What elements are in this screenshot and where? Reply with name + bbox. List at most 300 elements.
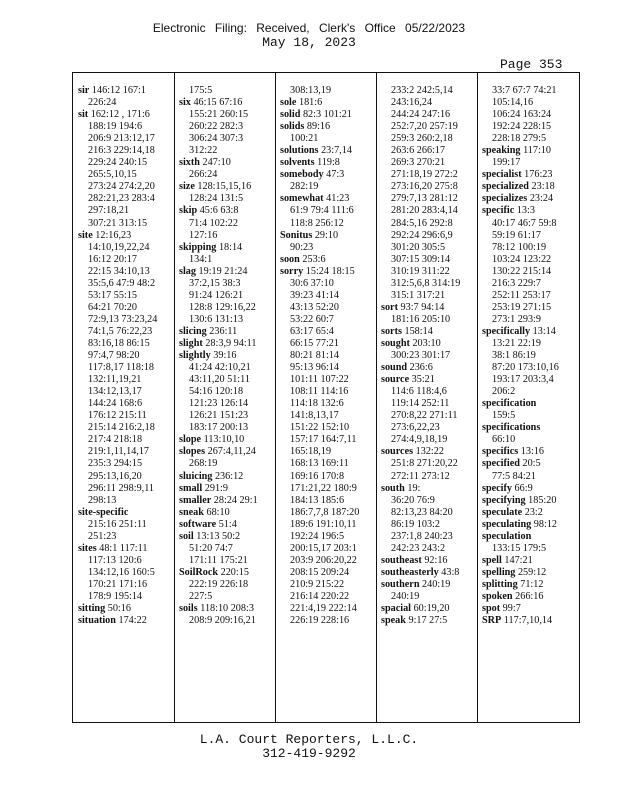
page-line-refs: 23:7,14: [321, 145, 352, 157]
index-word: slight: [179, 337, 203, 349]
index-entry: [179, 603, 275, 615]
index-word: specifics: [482, 446, 519, 458]
index-entry-continuation: [381, 278, 477, 290]
index-entry-continuation: [280, 374, 376, 386]
index-word: speaking: [482, 145, 521, 157]
index-word: SRP: [482, 615, 502, 627]
index-entry-continuation: [482, 410, 578, 422]
index-entry-continuation: [280, 278, 376, 290]
page-line-refs: 308:13,19: [290, 85, 332, 96]
page-line-refs: 189:6 191:10,11: [290, 518, 357, 530]
index-entry-continuation: [78, 471, 174, 483]
index-entry: [381, 446, 477, 458]
index-word: slope: [179, 434, 202, 446]
page-line-refs: 291:9: [204, 482, 228, 494]
page-line-refs: 236:6: [409, 362, 433, 374]
index-entry-continuation: [78, 374, 174, 386]
page-line-refs: 222:19 226:18: [189, 578, 249, 590]
index-entry-continuation: [381, 458, 477, 470]
page-line-refs: 273:1 293:9: [492, 313, 541, 325]
page-line-refs: 273:6,22,23: [391, 422, 440, 434]
page-line-refs: 101:11 107:22: [290, 374, 349, 386]
index-entry-continuation: [280, 543, 376, 555]
page-line-refs: 284:5,16 292:8: [391, 217, 453, 229]
page-line-refs: 270:8,22 271:11: [391, 410, 458, 422]
page-line-refs: 210:9 215:22: [290, 578, 345, 590]
page-line-refs: 208:15 209:24: [290, 566, 350, 578]
index-entry-continuation: [179, 314, 275, 326]
index-entry-continuation: [381, 169, 477, 181]
index-entry: [482, 446, 578, 458]
index-entry-continuation: [280, 434, 376, 446]
column-divider: [376, 73, 377, 722]
page-line-refs: 301:20 305:5: [391, 241, 446, 253]
page-line-refs: 282:21,23 283:4: [88, 193, 155, 205]
page-line-refs: 86:19 103:2: [391, 518, 440, 530]
page-line-refs: 45:6 63:8: [199, 205, 239, 217]
index-word: spot: [482, 603, 501, 615]
page-line-refs: 12:16,23: [95, 229, 132, 241]
index-entry-continuation: [381, 410, 477, 422]
page-line-refs: 9:17 27:5: [408, 615, 448, 627]
page-line-refs: 146:12 167:1: [91, 85, 146, 96]
index-entry-continuation: [78, 483, 174, 495]
index-entry-continuation: [482, 374, 578, 386]
index-word: specialist: [482, 169, 522, 181]
index-entry-continuation: [179, 109, 275, 121]
page-line-refs: 28:3,9 94:11: [205, 337, 257, 349]
page-line-refs: 39:16: [213, 350, 237, 362]
page-line-refs: 117:8,17 118:18: [88, 362, 155, 374]
page-line-refs: 119:8: [317, 157, 340, 169]
footer-company: L.A. Court Reporters, L.L.C.: [199, 732, 419, 747]
page-line-refs: 185:20: [528, 494, 557, 506]
index-entry-continuation: [78, 205, 174, 217]
page-line-refs: 268:19: [189, 458, 218, 470]
index-entry-continuation: [78, 290, 174, 302]
index-word: specifically: [482, 325, 531, 337]
page-line-refs: 243:16,24: [391, 97, 433, 109]
page-line-refs: 306:24 307:3: [189, 133, 244, 145]
index-entry-continuation: [179, 398, 275, 410]
index-entry-continuation: [381, 398, 477, 410]
page-line-refs: 157:17 164:7,11: [290, 434, 357, 446]
index-entry: [179, 350, 275, 362]
index-entry-continuation: [280, 422, 376, 434]
index-word: sources: [381, 446, 414, 458]
index-word: speak: [381, 615, 406, 627]
index-entry: [482, 422, 578, 434]
page-line-refs: 35:21: [411, 374, 435, 386]
page-line-refs: 89:16: [306, 121, 331, 133]
page-line-refs: 72:9,13 73:23,24: [88, 313, 158, 325]
index-entry-continuation: [482, 97, 578, 109]
index-column-4: [381, 85, 477, 627]
index-entry-continuation: [381, 193, 477, 205]
page-line-refs: 71:12: [520, 578, 544, 590]
index-entry-continuation: [179, 543, 275, 555]
index-entry-continuation: [179, 555, 275, 567]
index-entry-continuation: [381, 145, 477, 157]
page-line-refs: 23:2: [524, 506, 543, 518]
index-word: south: [381, 482, 405, 494]
index-word: southern: [381, 578, 420, 590]
index-entry-continuation: [78, 591, 174, 603]
index-entry-continuation: [280, 495, 376, 507]
index-entry: [78, 543, 174, 555]
page-line-refs: 216:3 229:7: [492, 277, 541, 289]
index-entry-continuation: [179, 133, 275, 145]
page-line-refs: 48:1 117:11: [99, 542, 148, 554]
column-divider: [477, 73, 478, 722]
page-line-refs: 66:15 77:21: [290, 337, 339, 349]
page-line-refs: 18:14: [218, 241, 243, 253]
index-entry-continuation: [381, 386, 477, 398]
index-entry-continuation: [179, 591, 275, 603]
page-line-refs: 40:17 46:7 59:8: [492, 217, 557, 229]
index-entry-continuation: [482, 471, 578, 483]
page-line-refs: 237:1,8 240:23: [391, 530, 453, 542]
page-line-refs: 66:10: [492, 434, 516, 446]
page-line-refs: 183:17 200:13: [189, 422, 249, 434]
page-line-refs: 168:13 169:11: [290, 458, 349, 470]
page-line-refs: 91:24 126:21: [189, 289, 244, 301]
index-entry-continuation: [179, 422, 275, 434]
page-line-refs: 13:16: [520, 446, 544, 458]
page-line-refs: 273:24 274:2,20: [88, 181, 155, 193]
column-divider: [174, 73, 175, 722]
index-entry-continuation: [78, 446, 174, 458]
page-line-refs: 19:: [407, 482, 421, 494]
page-line-refs: 43:8: [441, 566, 460, 578]
index-word: Sonitus: [280, 229, 313, 241]
page-line-refs: 13:21 22:19: [492, 337, 541, 349]
page-line-refs: 61:9 79:4 111:6: [290, 205, 354, 217]
page-line-refs: 141:8,13,17: [290, 410, 339, 422]
index-word: splitting: [482, 578, 518, 590]
index-entry: [482, 193, 578, 205]
index-entry-continuation: [381, 205, 477, 217]
page-line-refs: 126:21 151:23: [189, 410, 249, 422]
index-entry: [280, 109, 376, 121]
page-line-refs: 279:7,13 281:12: [391, 193, 458, 205]
index-entry: [482, 326, 578, 338]
index-entry-continuation: [78, 169, 174, 181]
index-word: specified: [482, 458, 520, 470]
index-entry-continuation: [78, 434, 174, 446]
page-line-refs: 20:5: [522, 458, 541, 470]
page-line-refs: 297:18,21: [88, 205, 130, 217]
index-word: solids: [280, 121, 305, 133]
page-line-refs: 114:6 118:4,6: [391, 386, 447, 398]
page-line-refs: 134:12,16 160:5: [88, 566, 155, 578]
index-entry: [381, 326, 477, 338]
index-word: slightly: [179, 350, 211, 362]
index-entry-continuation: [78, 398, 174, 410]
index-entry: [179, 205, 275, 217]
page-line-refs: 87:20 173:10,16: [492, 362, 559, 374]
index-entry: [179, 446, 275, 458]
word-index-box: [72, 72, 580, 723]
index-entry-continuation: [179, 290, 275, 302]
index-entry-continuation: [78, 181, 174, 193]
page-line-refs: 244:24 247:16: [391, 109, 451, 121]
index-entry: [381, 615, 477, 627]
page-line-refs: 128:8 129:16,22: [189, 301, 256, 313]
index-entry-continuation: [381, 434, 477, 446]
page-line-refs: 159:5: [492, 410, 516, 422]
index-word: spelling: [482, 566, 516, 578]
index-entry-continuation: [381, 531, 477, 543]
page-line-refs: 105:14,16: [492, 97, 534, 109]
index-word: sorry: [280, 265, 304, 277]
index-entry-continuation: [280, 314, 376, 326]
page-line-refs: 171:21,22 180:9: [290, 482, 357, 494]
page-line-refs: 307:21 313:15: [88, 217, 148, 229]
page-line-refs: 206:2: [492, 386, 516, 398]
index-entry: [381, 338, 477, 350]
index-entry-continuation: [78, 242, 174, 254]
index-entry-continuation: [78, 519, 174, 531]
index-word: soon: [280, 253, 300, 265]
page-line-refs: 43:13 52:20: [290, 301, 339, 313]
index-entry-continuation: [78, 193, 174, 205]
page-line-refs: 53:17 55:15: [88, 289, 137, 301]
page-line-refs: 121:23 126:14: [189, 398, 249, 410]
index-entry: [482, 603, 578, 615]
page-line-refs: 186:7,7,8 187:20: [290, 506, 360, 518]
page-line-refs: 174:22: [118, 615, 147, 627]
page-line-refs: 33:7 67:7 74:21: [492, 85, 557, 96]
index-word: size: [179, 181, 195, 193]
page-line-refs: 60:19,20: [413, 603, 450, 615]
page-line-refs: 151:22 152:10: [290, 422, 350, 434]
index-entry-continuation: [482, 218, 578, 230]
index-entry: [179, 471, 275, 483]
page-line-refs: 100:21: [290, 133, 319, 145]
index-entry-continuation: [78, 350, 174, 362]
page-line-refs: 312:5,6,8 314:19: [391, 277, 461, 289]
page-line-refs: 46:15 67:16: [193, 97, 243, 109]
index-entry-continuation: [179, 145, 275, 157]
index-column-3: [280, 85, 376, 627]
page-line-refs: 184:13 185:6: [290, 494, 345, 506]
page-line-refs: 132:22: [415, 446, 444, 458]
index-entry-continuation: [280, 133, 376, 145]
page-line-refs: 165:18,19: [290, 446, 332, 458]
index-word: specific: [482, 205, 515, 217]
index-entry-continuation: [280, 218, 376, 230]
index-entry-continuation: [280, 567, 376, 579]
index-word: skip: [179, 205, 198, 217]
page-line-refs: 215:14 216:2,18: [88, 422, 155, 434]
index-word: specification: [482, 398, 537, 410]
index-entry-continuation: [381, 543, 477, 555]
index-entry-continuation: [78, 157, 174, 169]
index-entry-continuation: [381, 254, 477, 266]
page-line-refs: 312:22: [189, 145, 218, 157]
index-entry-continuation: [280, 531, 376, 543]
page-line-refs: 274:4,9,18,19: [391, 434, 448, 446]
deposition-date: May 18, 2023: [262, 35, 356, 50]
index-entry-continuation: [179, 386, 275, 398]
page-line-refs: 236:11: [209, 325, 238, 337]
footer-phone: 312-419-9292: [262, 746, 356, 761]
page-line-refs: 108:11 114:16: [290, 386, 349, 398]
index-entry: [280, 169, 376, 181]
index-entry-continuation: [381, 507, 477, 519]
index-entry-continuation: [179, 169, 275, 181]
page-line-refs: 37:2,15 38:3: [189, 277, 241, 289]
index-entry-continuation: [280, 242, 376, 254]
page-line-refs: 66:9: [514, 482, 533, 494]
page-line-refs: 51:20 74:7: [189, 542, 233, 554]
index-entry: [179, 531, 275, 543]
page-line-refs: 292:24 296:6,9: [391, 229, 453, 241]
page-line-refs: 298:13: [88, 494, 117, 506]
index-entry-continuation: [280, 603, 376, 615]
index-entry: [179, 97, 275, 109]
page-line-refs: 103:24 123:22: [492, 253, 552, 265]
index-entry-continuation: [280, 85, 376, 97]
index-entry-continuation: [280, 579, 376, 591]
page-line-refs: 78:12 100:19: [492, 241, 547, 253]
index-entry-continuation: [482, 266, 578, 278]
index-entry-continuation: [179, 579, 275, 591]
page-line-refs: 127:16: [189, 229, 218, 241]
index-entry-continuation: [482, 254, 578, 266]
page-line-refs: 266:24: [189, 169, 218, 181]
index-entry-continuation: [381, 350, 477, 362]
page-line-refs: 259:12: [517, 566, 547, 578]
index-entry: [482, 181, 578, 193]
page-line-refs: 217:4 218:18: [88, 434, 143, 446]
page-line-refs: 106:24 163:24: [492, 109, 552, 121]
index-entry: [78, 507, 174, 519]
index-entry-continuation: [280, 386, 376, 398]
page-line-refs: 193:17 203:3,4: [492, 374, 554, 386]
index-word: southeasterly: [381, 566, 439, 578]
index-word: situation: [78, 615, 116, 627]
index-word: slopes: [179, 446, 206, 458]
index-entry-continuation: [78, 362, 174, 374]
index-entry-continuation: [482, 386, 578, 398]
index-entry-continuation: [482, 434, 578, 446]
filing-stamp: Electronic Filing: Received, Clerk's Office 05/22/2023: [152, 21, 466, 35]
index-entry: [179, 181, 275, 193]
page-line-refs: 259:3 260:2,18: [391, 133, 453, 145]
index-entry: [179, 483, 275, 495]
page-line-refs: 169:16 170:8: [290, 470, 345, 482]
page-line-refs: 68:10: [206, 506, 230, 518]
page-line-refs: 203:9 206:20,22: [290, 554, 357, 566]
page-line-refs: 226:24: [88, 97, 117, 109]
index-entry: [179, 326, 275, 338]
index-word: somewhat: [280, 193, 324, 205]
page-line-refs: 99:7: [502, 603, 521, 615]
index-entry: [280, 121, 376, 133]
index-word: spell: [482, 554, 502, 566]
page-line-refs: 41:24 42:10,21: [189, 362, 251, 374]
page-line-refs: 247:10: [202, 157, 231, 169]
page-line-refs: 233:2 242:5,14: [391, 85, 453, 96]
page-line-refs: 82:3 101:21: [302, 109, 352, 121]
page-line-refs: 216:3 229:14,18: [88, 145, 155, 157]
page-line-refs: 192:24 196:5: [290, 530, 345, 542]
page-line-refs: 71:4 102:22: [189, 217, 238, 229]
index-entry: [482, 507, 578, 519]
index-entry: [280, 230, 376, 242]
index-entry-continuation: [381, 471, 477, 483]
page-line-refs: 272:11 273:12: [391, 470, 450, 482]
page-line-refs: 128:15,15,16: [197, 181, 252, 193]
page-line-refs: 93:7 94:14: [400, 301, 445, 313]
page-line-refs: 16:12 20:17: [88, 253, 137, 265]
index-entry: [381, 483, 477, 495]
index-entry-continuation: [482, 278, 578, 290]
page-line-refs: 22:15 34:10,13: [88, 265, 150, 277]
index-entry-continuation: [78, 97, 174, 109]
page-line-refs: 53:22 60:7: [290, 313, 334, 325]
index-entry-continuation: [482, 157, 578, 169]
index-entry-continuation: [280, 507, 376, 519]
index-entry: [179, 266, 275, 278]
index-entry: [179, 507, 275, 519]
page-line-refs: 178:9 195:14: [88, 590, 143, 602]
index-word: sorts: [381, 325, 402, 337]
index-entry: [482, 398, 578, 410]
page-line-refs: 128:24 131:5: [189, 193, 244, 205]
index-word: solutions: [280, 145, 319, 157]
page-line-refs: 171:11 175:21: [189, 554, 248, 566]
index-entry-continuation: [78, 338, 174, 350]
index-entry-continuation: [482, 350, 578, 362]
index-entry-continuation: [78, 422, 174, 434]
index-word: soils: [179, 603, 198, 615]
page-line-refs: 216:14 220:22: [290, 590, 350, 602]
index-entry: [179, 242, 275, 254]
page-line-refs: 130:22 215:14: [492, 265, 552, 277]
page-line-refs: 300:23 301:17: [391, 350, 451, 362]
page-line-refs: 229:24 240:15: [88, 157, 148, 169]
index-word: slag: [179, 265, 196, 277]
index-entry: [482, 567, 578, 579]
index-entry-continuation: [78, 458, 174, 470]
page-line-refs: 35:5,6 47:9 48:2: [88, 277, 156, 289]
index-word: solvents: [280, 157, 315, 169]
index-entry-continuation: [381, 109, 477, 121]
page-line-refs: 226:19 228:16: [290, 615, 350, 627]
index-entry-continuation: [78, 145, 174, 157]
index-word: sixth: [179, 157, 200, 169]
page-line-refs: 236:12: [214, 470, 244, 482]
index-word: speculate: [482, 506, 523, 518]
page-line-refs: 47:3: [326, 169, 345, 181]
index-entry-continuation: [482, 230, 578, 242]
page-line-refs: 132:11,19,21: [88, 374, 142, 386]
index-word: speculating: [482, 518, 532, 530]
page-line-refs: 170:21 171:16: [88, 578, 148, 590]
index-entry-continuation: [78, 266, 174, 278]
index-word: sir: [78, 85, 90, 96]
index-entry-continuation: [280, 410, 376, 422]
page-line-refs: 235:3 294:15: [88, 458, 143, 470]
page-line-refs: 253:6: [302, 253, 326, 265]
index-entry-continuation: [78, 410, 174, 422]
page-line-refs: 188:19 194:6: [88, 121, 143, 133]
index-word: spoken: [482, 590, 513, 602]
index-entry: [482, 555, 578, 567]
